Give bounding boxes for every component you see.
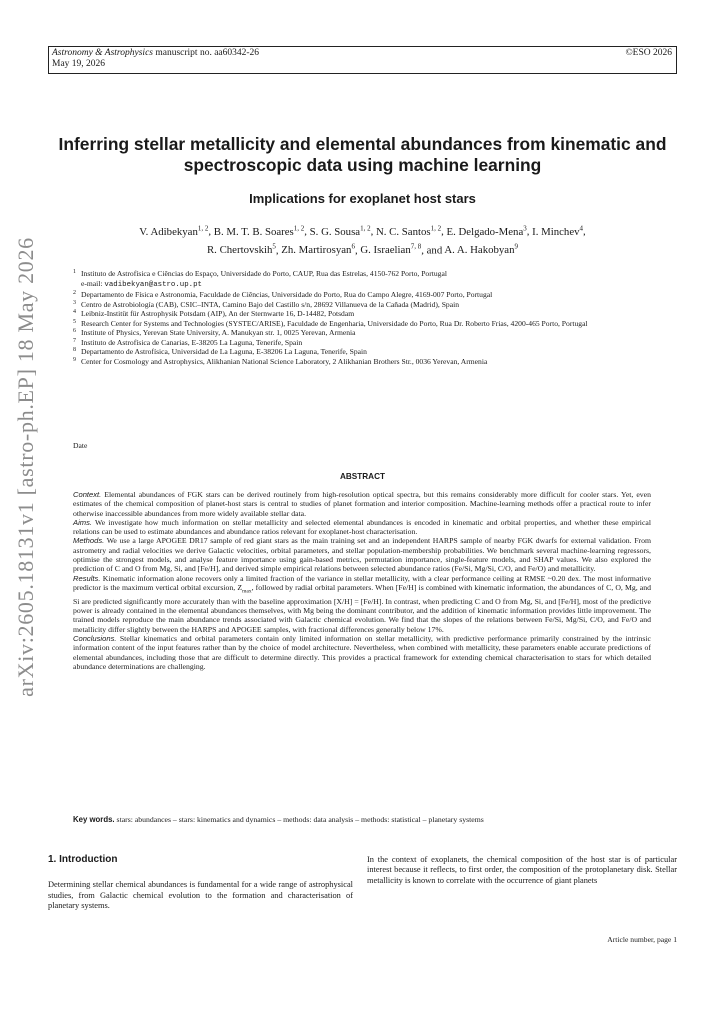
affiliation-item: 3 Centro de Astrobiología (CAB), CSIC–INTA, Camino Bajo del Castillo s/n, 28692 Villanueva de la Cañada (Madrid), Spain xyxy=(73,299,460,309)
arxiv-stamp: arXiv:2605.18131v1 [astro-ph.EP] 18 May 2026 xyxy=(13,237,38,697)
email-link[interactable]: vadibekyan@astro.up.pt xyxy=(104,280,202,289)
intro-paragraph: Determining stellar chemical abundances is fundamental for a wide range of astrophysical studies, from Galactic chemical evolution to the formation and characterisation of planetary systems. xyxy=(48,880,353,911)
affiliation-item: 6 Institute of Physics, Yerevan State University, A. Manukyan str. 1, 0025 Yerevan, Armenia xyxy=(73,328,356,337)
paper-title: Inferring stellar metallicity and elemental abundances from kinematic and spectroscopic data using machine learning xyxy=(58,134,667,175)
intro-paragraph: In the context of exoplanets, the chemical composition of the host star is of particular interest because it reflects, to first order, the composition of the protoplanetary disk. Stellar metallicity is known to correlate with the occurrence of giant planets xyxy=(367,855,677,885)
date-label: Date xyxy=(73,441,88,450)
author: S. G. Sousa$^{1, 2}$ xyxy=(309,224,371,238)
abstract-aims: Aims. We investigate how much information on stellar metallicity and selected elemental abundances is encoded in kinematic and orbital properties, and whether these empirical relations can be used to estimate abundances and abundance ratios relevant for exoplanet-host characterisation. xyxy=(73,517,651,537)
page-footer: Article number, page 1 xyxy=(607,935,677,944)
header-date: May 19, 2026 xyxy=(52,59,106,69)
section-heading: 1. Introduction xyxy=(48,854,118,865)
abstract-methods: Methods. We use a large APOGEE DR17 sample of red giant stars as the main training set and an independent HARPS sample of nearby FGK dwarfs for external validation. From astrometry and radial velocities we derive Galactic velocities, orbital parameters, and stellar population-membership probabilities. We benchmark several machine-learning regressors, optimise the strongest models, and analyse feature importance using gain-based metrics, permutation importance, single-feature models, and SHAP values. We also explored the prediction of C and O from Mg, Si, and [Fe/H], and derived simple empirical relations between selected abundance ratios (Fe/Si, Mg/Si, C/O, and Fe/O) and metallicity. xyxy=(73,536,651,574)
author: V. Adibekyan$^{1, 2}$ xyxy=(139,224,209,238)
affiliation-list xyxy=(73,269,677,366)
author: N. C. Santos$^{1, 2}$ xyxy=(375,224,442,238)
manuscript-header xyxy=(48,46,677,74)
keywords: Key words. stars: abundances – stars: kinematics and dynamics – methods: data analysis – methods: statistical – planetary systems xyxy=(73,815,484,824)
manuscript-number: manuscript no. aa60342-26 xyxy=(152,48,260,58)
affiliation-item: 4 Leibniz-Institüt für Astrophysik Potsdam (AIP), An der Sternwarte 16, D-14482, Potsdam xyxy=(73,309,355,318)
affiliation-item: 8 Departamento de Astrofísica, Universidad de La Laguna, E-38206 La Laguna, Tenerife, Spain xyxy=(73,347,367,356)
abstract-heading: ABSTRACT xyxy=(339,472,386,481)
affiliation-item: 1 Instituto de Astrofísica e Ciências do Espaço, Universidade do Porto, CAUP, Rua das Estrelas, 4150-762 Porto, Portugal e-mail: vadibekyan@astro.up.pt xyxy=(73,269,447,289)
abstract-results: Results. Kinematic information alone recovers only a limited fraction of the variance in stellar metallicity, with a clear performance ceiling at RMSE ~0.20 dex. The most informative predictor is the maximum vertical orbital excursion, $Z_{max}$, followed by radial orbital parameters. When [Fe/H] is combined with kinematic information, the abundances of C, O, Mg, and Si are predicted significantly more accurately than with the baseline approximation [X/H] = [Fe/H]. In contrast, when predicting C and O from Mg, Si, and [Fe/H], most of the predictive power is already contained in the elemental abundances themselves, with Mg being the dominant contributor, and the addition of kinematic information provides little improvement. The trained models reproduce the main abundance trends associated with Galactic chemical evolution. We find that the slopes of the relations between Fe/Si, Mg/Si, C/O, and Fe/O and metallicity differ slightly between the HARPS and APOGEE samples, with fractional differences generally below 17%. xyxy=(73,573,651,634)
journal-name: Astronomy & Astrophysics xyxy=(52,48,153,58)
author-list: V. Adibekyan$^{1, 2}$, B. M. T. B. Soares$^{1, 2}$, S. G. Sousa$^{1, 2}$, N. C. Santos$^{1, 2}$, E. Delgado-Mena$^3$, I. Minchev$^4$, R. Chertovskih$^5$, Zh. Martirosyan$^6$, G. Israelian$^{7, 8}$, and A. A. Hakobyan$^9$ xyxy=(139,224,586,257)
abstract-context: Context. Elemental abundances of FGK stars can be derived routinely from high-resolution optical spectra, but this remains considerably more difficult for cooler stars. Yet, even estimates of the chemical composition of planet-host stars is central to studies of planet formation and interior composition. Machine-learning methods offer a practical route to infer otherwise inaccessible abundances from more widely available stellar data. xyxy=(73,490,651,518)
affiliation-item: 7 Instituto de Astrofísica de Canarias, E-38205 La Laguna, Tenerife, Spain xyxy=(73,337,303,347)
left-column xyxy=(48,855,353,912)
author: A. A. Hakobyan$^9$ xyxy=(444,242,518,257)
author: I. Minchev$^4$ xyxy=(532,224,584,238)
author: B. M. T. B. Soares$^{1, 2}$ xyxy=(213,224,305,238)
author: R. Chertovskih$^5$ xyxy=(206,242,276,257)
copyright-notice: ©ESO 2026 xyxy=(625,48,672,58)
affiliation-item: 2 Departamento de Física e Astronomia, Faculdade de Ciências, Universidade do Porto, Rua do Campo Alegre, 4169-007 Porto, Portugal xyxy=(73,290,493,299)
header-line-1 xyxy=(52,48,673,59)
right-column xyxy=(367,855,677,886)
abstract-body xyxy=(73,490,651,671)
affiliation-item: 5 Research Center for Systems and Technologies (SYSTEC/ARISE), Faculdade de Engenharia, Universidade do Porto, Rua Dr. Roberto Frias, 4200-465 Porto, Portugal xyxy=(73,318,588,328)
affiliation-item: 9 Center for Cosmology and Astrophysics, Alikhanian National Science Laboratory, 2 Alikhanian Brothers Str., 0036 Yerevan, Armenia xyxy=(73,356,488,366)
author: G. Israelian$^{7, 8}$ xyxy=(360,242,422,257)
paper-subtitle: Implications for exoplanet host stars xyxy=(249,191,476,206)
author: Zh. Martirosyan$^6$ xyxy=(281,242,355,257)
author: E. Delgado-Mena$^3$ xyxy=(446,224,527,238)
abstract-conclusions: Conclusions. Stellar kinematics and orbital parameters contain only limited information on stellar metallicity, with predictive performance primarily constrained by the intrinsic information content of the input features rather than by the choice of model architecture. Nevertheless, when combined with metallicity, these parameters enable accurate predictions of elemental abundances, including those that are difficult to determine directly. This provides a practical framework for extending chemical characterisation to stars for which detailed abundance determinations are challenging. xyxy=(73,634,651,671)
